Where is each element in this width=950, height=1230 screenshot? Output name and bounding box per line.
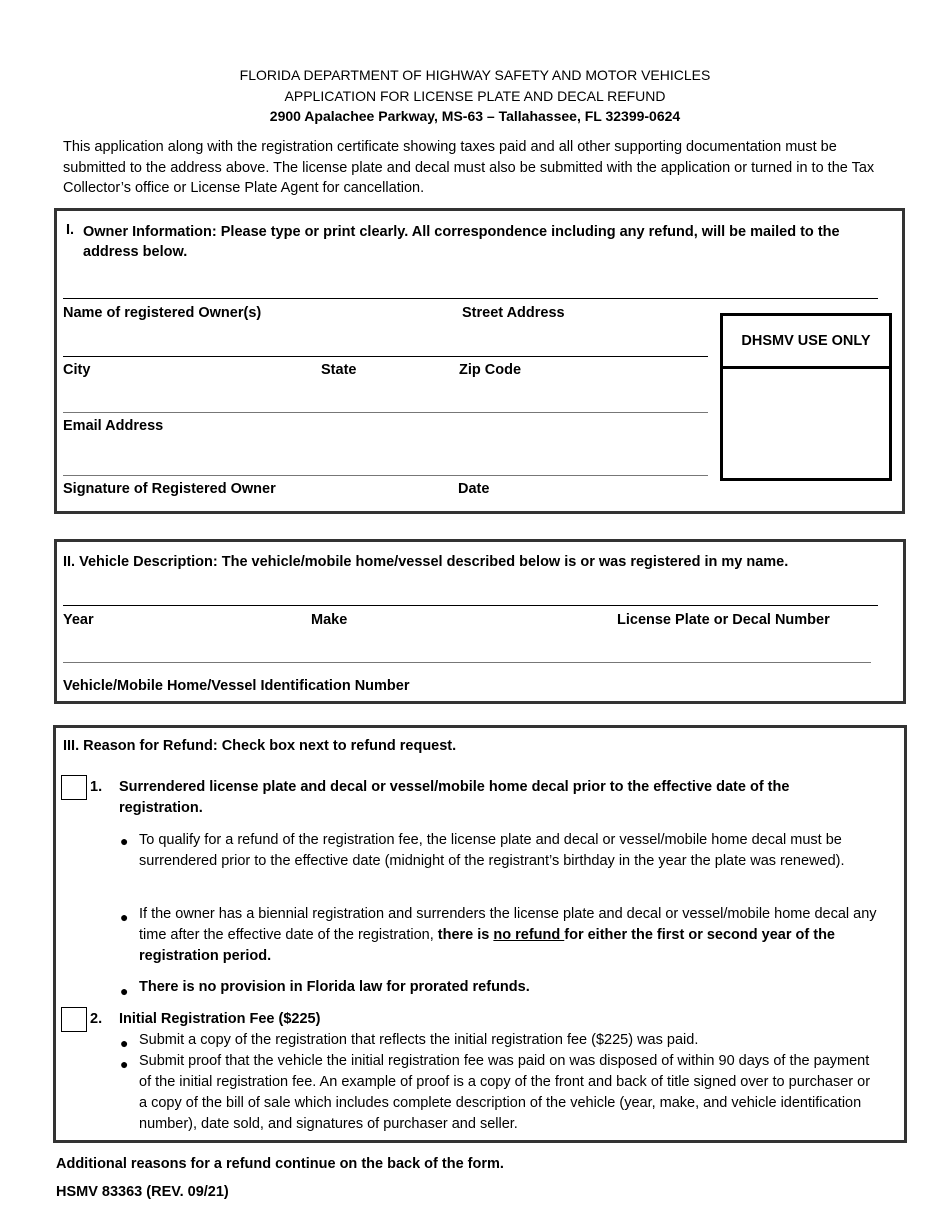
agency-name: FLORIDA DEPARTMENT OF HIGHWAY SAFETY AND MOTOR VEHICLES <box>239 67 711 83</box>
signature-line[interactable] <box>63 475 708 476</box>
item2-number: 2. <box>90 1011 103 1027</box>
bullet-icon: ● <box>120 1035 129 1051</box>
form-title: APPLICATION FOR LICENSE PLATE AND DECAL REFUND <box>284 88 666 104</box>
zip-code-label: Zip Code <box>459 362 522 378</box>
bullet-icon: ● <box>120 833 129 849</box>
signature-label: Signature of Registered Owner <box>63 481 276 497</box>
refund-reason-2-checkbox[interactable] <box>61 1007 87 1032</box>
email-address-label: Email Address <box>63 418 164 434</box>
agency-address: 2900 Apalachee Parkway, MS-63 – Tallahassee, FL 32399-0624 <box>269 108 681 124</box>
dhsmv-use-only-label: DHSMV USE ONLY <box>723 316 889 369</box>
dhsmv-use-only-box <box>720 313 892 481</box>
item2-title: Initial Registration Fee ($225) <box>119 1011 321 1027</box>
intro-paragraph: This application along with the registration certificate showing taxes paid and all other supporting documentation must be submitted to the address above. The license plate and decal must also be submitted with the application or turned in to the Tax Collector’s office or License Plate Agent for cancellation. <box>63 139 875 196</box>
street-address-label: Street Address <box>462 305 565 321</box>
vin-line[interactable] <box>63 662 871 663</box>
section3-heading: III. Reason for Refund: Check box next to refund request. <box>63 738 457 754</box>
plate-number-label: License Plate or Decal Number <box>617 612 830 628</box>
owner-name-label: Name of registered Owner(s) <box>63 305 262 321</box>
item1-number: 1. <box>90 779 103 795</box>
name-line[interactable] <box>63 298 878 299</box>
bullet-icon: ● <box>120 983 129 999</box>
vin-label: Vehicle/Mobile Home/Vessel Identification Number <box>63 678 410 694</box>
item1-bullet3: There is no provision in Florida law for prorated refunds. <box>139 979 530 995</box>
additional-reasons-note: Additional reasons for a refund continue on the back of the form. <box>56 1156 504 1172</box>
bullet-icon: ● <box>120 909 129 925</box>
bullet-icon: ● <box>120 1056 129 1072</box>
no-refund-text: no refund <box>493 927 565 943</box>
date-label: Date <box>458 481 490 497</box>
item1-bullet2 <box>139 904 879 967</box>
year-line[interactable] <box>63 605 878 606</box>
form-number: HSMV 83363 (REV. 09/21) <box>56 1184 229 1200</box>
section2-heading: II. Vehicle Description: The vehicle/mobile home/vessel described below is or was registered in my name. <box>63 554 789 570</box>
item1-bullet1: To qualify for a refund of the registration fee, the license plate and decal or vessel/mobile home decal must be surrendered prior to the effective date (midnight of the registrant’s birthday in the year the plate was renewed). <box>139 832 845 869</box>
state-label: State <box>321 362 357 378</box>
item2-bullet2: Submit proof that the vehicle the initial registration fee was paid on was disposed of within 90 days of the payment of the initial registration fee. An example of proof is a copy of the front and back of title signed over to purchaser or a copy of the bill of sale which includes complete description of the vehicle (year, make, and vehicle identification number), date sold, and signatures of purchaser and seller. <box>139 1053 871 1132</box>
item1-bullet2-text-b: there is <box>437 927 494 943</box>
item1-bullet2-text-a: If the owner has a biennial registration and surrenders the license plate and decal or vessel/mobile home decal any time after the effective date of the registration, <box>139 906 877 943</box>
section1-heading: Owner Information: Please type or print clearly. All correspondence including any refund, will be mailed to the address below. <box>83 224 840 260</box>
item1-bullet2-text-d: for either the first or second year of the registration period. <box>139 927 835 964</box>
make-label: Make <box>311 612 348 628</box>
year-label: Year <box>63 612 94 628</box>
email-line[interactable] <box>63 412 708 413</box>
item1-title: Surrendered license plate and decal or vessel/mobile home decal prior to the effective date of the registration. <box>119 779 790 816</box>
city-line[interactable] <box>63 356 708 357</box>
section1-number: I. <box>66 222 75 238</box>
refund-reason-1-checkbox[interactable] <box>61 775 87 800</box>
item2-bullet1: Submit a copy of the registration that reflects the initial registration fee ($225) was paid. <box>139 1032 699 1048</box>
city-label: City <box>63 362 91 378</box>
